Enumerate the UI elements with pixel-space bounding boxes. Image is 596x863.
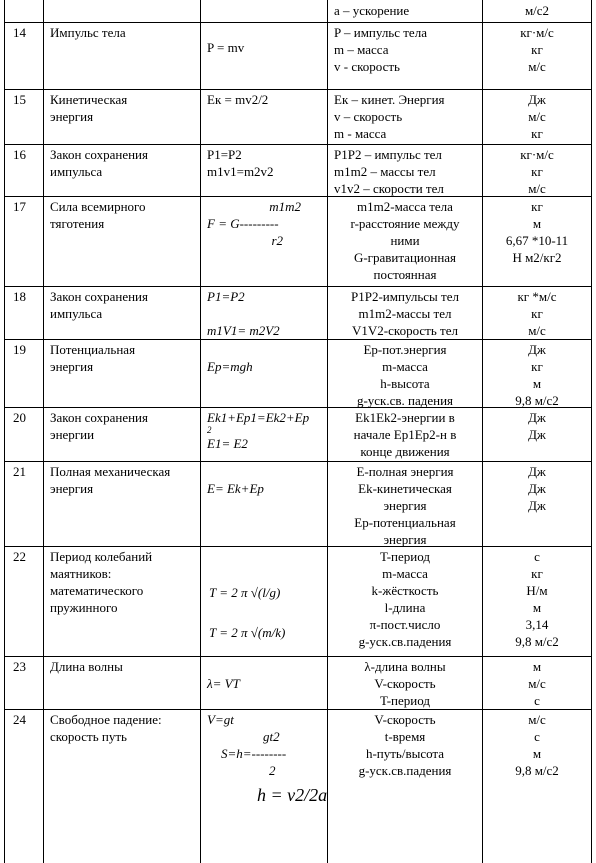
name-cell: Закон сохранения импульса	[44, 286, 201, 339]
table-row	[4, 22, 592, 90]
name-cell: Кинетическая энергия	[44, 89, 201, 144]
vars-cell: T-период m-масса k-жёсткость l-длина π-пост.число g-уск.св.падения	[328, 546, 483, 656]
name-cell: Закон сохранения энергии	[44, 407, 201, 461]
vars-cell: Eк – кинет. Энергия v – скорость m - масса	[328, 89, 483, 144]
units-cell: Дж Дж	[483, 407, 592, 461]
var-line: a – ускорение	[334, 3, 410, 18]
num-cell: 19	[4, 339, 44, 407]
units-cell: Дж Дж Дж	[483, 461, 592, 546]
units-cell: кг м 6,67 *10-11 Н м2/кг2	[483, 196, 592, 286]
vars-cell: P1P2-импульсы тел m1m2-массы тел V1V2-скорость тел	[328, 286, 483, 339]
name-cell: Закон сохранения импульса	[44, 144, 201, 196]
formula-cell: P = mv	[201, 22, 328, 89]
name-cell: Сила всемирного тяготения	[44, 196, 201, 286]
units-cell: м м/с с	[483, 656, 592, 709]
vars-cell: P1P2 – импульс тел m1m2 – массы тел v1v2 – скорости тел	[328, 144, 483, 196]
vars-cell	[328, 0, 483, 22]
vars-cell: Ek1Ek2-энергии в начале Ep1Ep2-н в конце движения	[328, 407, 483, 461]
table-row	[4, 144, 592, 197]
units-cell: Дж кг м 9,8 м/с2	[483, 339, 592, 407]
units-cell: Дж м/с кг	[483, 89, 592, 144]
formula-cell: m1m2 F = G--------- r2	[201, 196, 328, 286]
formula-cell: Ek1+Ep1=Ek2+Ep 2 E1= E2	[201, 407, 328, 461]
vars-cell: E-полная энергия Ek-кинетическая энергия Ep-потенциальная энергия	[328, 461, 483, 546]
table-row	[4, 656, 592, 710]
vars-cell: λ-длина волны V-скорость T-период	[328, 656, 483, 709]
num-cell: 14	[4, 22, 44, 89]
table-row	[4, 89, 592, 145]
num-cell: 15	[4, 89, 44, 144]
num-cell: 17	[4, 196, 44, 286]
formula-cell: V=gt gt2 S=h=-------- 2 h = v2/2a	[201, 709, 328, 863]
vars-cell: m1m2-масса тела r-расстояние между ними G-гравитационная постоянная	[328, 196, 483, 286]
table-row	[4, 407, 592, 462]
num-cell	[4, 0, 44, 22]
vars-cell: Ep-пот.энергия m-масса h-высота g-уск.св. падения	[328, 339, 483, 407]
name-cell: Потенциальная энергия	[44, 339, 201, 407]
name-cell	[44, 0, 201, 22]
unit-line: м/с2	[524, 3, 550, 18]
table-row	[4, 339, 592, 408]
formula-cell: Eк = mv2/2	[201, 89, 328, 144]
formula-cell: Ep=mgh	[201, 339, 328, 407]
table-row	[4, 546, 592, 657]
num-cell: 24	[4, 709, 44, 863]
table-row	[4, 461, 592, 547]
name-cell: Свободное падение: скорость путь	[44, 709, 201, 863]
num-cell: 21	[4, 461, 44, 546]
formula-cell: λ= VT	[201, 656, 328, 709]
units-cell: с кг Н/м м 3,14 9,8 м/с2	[483, 546, 592, 656]
num-cell: 22	[4, 546, 44, 656]
table-row	[4, 286, 592, 340]
table-row	[4, 709, 592, 863]
name-cell: Импульс тела	[44, 22, 201, 89]
formula-cell: P1=P2 m1V1= m2V2	[201, 286, 328, 339]
table-row	[4, 0, 592, 23]
formula-cell	[201, 0, 328, 22]
units-cell: кг·м/с кг м/с	[483, 22, 592, 89]
units-cell: кг·м/с кг м/с	[483, 144, 592, 196]
table-row	[4, 196, 592, 287]
num-cell: 18	[4, 286, 44, 339]
units-cell: кг *м/с кг м/с	[483, 286, 592, 339]
units-cell: м/с с м 9,8 м/с2	[483, 709, 592, 863]
num-cell: 20	[4, 407, 44, 461]
formula-cell: P1=P2 m1v1=m2v2	[201, 144, 328, 196]
vars-cell: P – импульс тела m – масса v - скорость	[328, 22, 483, 89]
formula-cell: T = 2 π √(l/g) T = 2 π √(m/k)	[201, 546, 328, 656]
units-cell	[483, 0, 592, 22]
name-cell: Период колебаний маятников: математического пружинного	[44, 546, 201, 656]
name-cell: Полная механическая энергия	[44, 461, 201, 546]
formula-cell: E= Ek+Ep	[201, 461, 328, 546]
num-cell: 23	[4, 656, 44, 709]
num-cell: 16	[4, 144, 44, 196]
vars-cell: V-скорость t-время h-путь/высота g-уск.св.падения	[328, 709, 483, 863]
name-cell: Длина волны	[44, 656, 201, 709]
